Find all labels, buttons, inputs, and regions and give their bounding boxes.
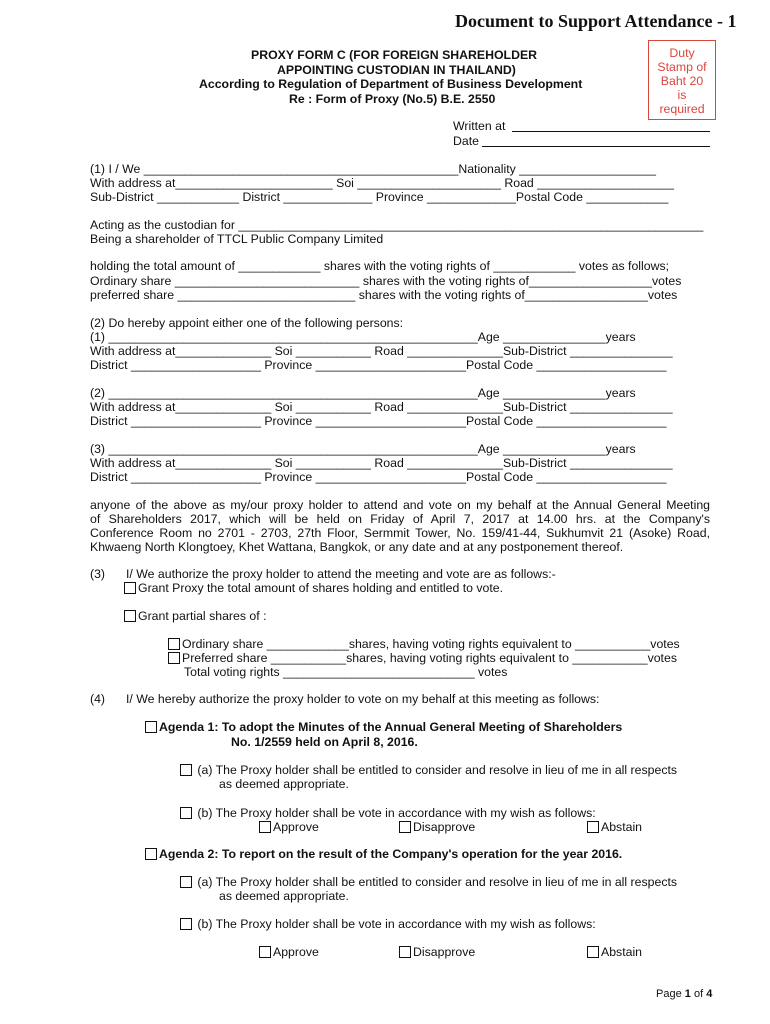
- holding-line[interactable]: holding the total amount of ____________ shares with the voting rights of ____________ votes as follows;: [90, 259, 670, 273]
- agenda1-title: Agenda 1: To adopt the Minutes of the Annual General Meeting of Shareholders: [159, 720, 623, 734]
- agenda2-option[interactable]: [145, 847, 622, 861]
- form-title-2: APPOINTING CUSTODIAN IN THAILAND): [277, 63, 516, 77]
- custodian-line[interactable]: Acting as the custodian for ____________________________________________________________________: [90, 218, 704, 232]
- abstain-checkbox[interactable]: [587, 821, 599, 833]
- proxy1-address-line[interactable]: With address at______________ Soi ___________ Road ______________Sub-District _______________: [90, 344, 673, 358]
- grant-partial-label: Grant partial shares of :: [138, 609, 267, 623]
- meeting-paragraph-line: anyone of the above as my/our proxy holder to attend and vote on my behalf at the Annual General Meeting: [90, 498, 710, 512]
- proxy3-name-line[interactable]: (3) ______________________________________________________Age _______________years: [90, 442, 636, 456]
- agenda1-title-cont: No. 1/2559 held on April 8, 2016.: [231, 735, 418, 749]
- approve-checkbox[interactable]: [259, 946, 271, 958]
- proxy2-district-line[interactable]: District ___________________ Province ______________________Postal Code ___________________: [90, 414, 667, 428]
- document-header: Document to Support Attendance - 1: [455, 11, 737, 31]
- date-label: Date: [453, 134, 479, 148]
- agenda1-option-b[interactable]: [180, 806, 596, 820]
- option-b-label: (b): [197, 917, 213, 931]
- approve-checkbox[interactable]: [259, 821, 271, 833]
- preferred-share-text[interactable]: Preferred share ___________shares, having voting rights equivalent to ___________votes: [182, 651, 677, 665]
- abstain-checkbox[interactable]: [587, 946, 599, 958]
- written-at-field[interactable]: [512, 131, 710, 132]
- grant-total-option[interactable]: [124, 581, 503, 595]
- form-title-4: Re : Form of Proxy (No.5) B.E. 2550: [289, 92, 496, 106]
- option-b-label: (b): [197, 806, 213, 820]
- option-b-text: The Proxy holder shall be vote in accordance with my wish as follows:: [215, 917, 596, 931]
- page-label: Page: [656, 988, 682, 1000]
- proxy1-name-line[interactable]: (1) ______________________________________________________Age _______________years: [90, 330, 636, 344]
- option-b-text: The Proxy holder shall be vote in accordance with my wish as follows:: [215, 806, 596, 820]
- section4-text: I/ We hereby authorize the proxy holder to vote on my behalf at this meeting as follows:: [126, 692, 600, 706]
- page-current: 1: [684, 988, 691, 1000]
- page-total: 4: [706, 988, 713, 1000]
- grant-partial-checkbox[interactable]: [124, 610, 136, 622]
- agenda1-checkbox[interactable]: [145, 721, 157, 733]
- section1-line2[interactable]: With address at_______________________ Soi _____________________ Road ____________________: [90, 176, 674, 190]
- agenda2-abstain[interactable]: [587, 945, 642, 959]
- proxy3-district-line[interactable]: District ___________________ Province ______________________Postal Code ___________________: [90, 470, 667, 484]
- proxy2-name-line[interactable]: (2) ______________________________________________________Age _______________years: [90, 386, 636, 400]
- agenda2-option-a[interactable]: [180, 875, 677, 889]
- ordinary-share-option[interactable]: [168, 637, 680, 651]
- disapprove-checkbox[interactable]: [399, 946, 411, 958]
- section1-line1[interactable]: (1) I / We ______________________________________________Nationality ____________________: [90, 162, 656, 176]
- date-field[interactable]: [482, 146, 710, 147]
- duty-stamp-box: [648, 40, 716, 120]
- ordinary-share-text[interactable]: Ordinary share ____________shares, having voting rights equivalent to ___________votes: [182, 637, 680, 651]
- meeting-paragraph-line: of Shareholders 2017, which will be held on Friday of April 7, 2017 at 14.00 hrs. at the Company's: [90, 512, 710, 526]
- option-a-text: The Proxy holder shall be entitled to consider and resolve in lieu of me in all respects: [215, 763, 678, 777]
- form-title-3: According to Regulation of Department of Business Development: [199, 77, 583, 91]
- section3-text: I/ We authorize the proxy holder to attend the meeting and vote are as follows:-: [126, 567, 556, 581]
- agenda2-approve[interactable]: [259, 945, 319, 959]
- stamp-line: is: [677, 88, 687, 102]
- section1-line3[interactable]: Sub-District ____________ District _____________ Province _____________Postal Code ____________: [90, 190, 669, 204]
- stamp-line: Baht 20: [660, 74, 704, 88]
- agenda2-a-checkbox[interactable]: [180, 876, 192, 888]
- written-at-label: Written at: [453, 119, 506, 133]
- agenda1-abstain[interactable]: [587, 820, 642, 834]
- agenda1-disapprove[interactable]: [399, 820, 475, 834]
- disapprove-label: Disapprove: [413, 820, 476, 834]
- agenda1-approve[interactable]: [259, 820, 319, 834]
- form-title-1: PROXY FORM C (FOR FOREIGN SHAREHOLDER: [251, 48, 538, 62]
- option-a-label: (a): [197, 875, 213, 889]
- stamp-line: required: [659, 102, 705, 116]
- proxy2-address-line[interactable]: With address at______________ Soi ___________ Road ______________Sub-District _______________: [90, 400, 673, 414]
- section4-number: (4): [90, 692, 106, 706]
- shareholder-line: Being a shareholder of TTCL Public Company Limited: [90, 232, 384, 246]
- approve-label: Approve: [273, 820, 319, 834]
- total-voting-rights-line[interactable]: Total voting rights ____________________________ votes: [184, 665, 508, 679]
- agenda1-option-a[interactable]: [180, 763, 677, 777]
- abstain-label: Abstain: [601, 945, 643, 959]
- agenda2-checkbox[interactable]: [145, 848, 157, 860]
- agenda2-b-checkbox[interactable]: [180, 918, 192, 930]
- preferred-share-line[interactable]: preferred share __________________________ shares with the voting rights of__________________votes: [90, 288, 678, 302]
- option-a-text-cont: as deemed appropriate.: [219, 889, 349, 903]
- disapprove-label: Disapprove: [413, 945, 476, 959]
- proxy1-district-line[interactable]: District ___________________ Province ______________________Postal Code ___________________: [90, 358, 667, 372]
- preferred-share-option[interactable]: [168, 651, 677, 665]
- section3-number: (3): [90, 567, 106, 581]
- meeting-paragraph-line: Conference Room no 2701 - 2703, 27th Floor, Sermmit Tower, No. 159/41-44, Sukhumvit 21 (Asoke) Road,: [90, 526, 710, 540]
- agenda2-title: Agenda 2: To report on the result of the Company's operation for the year 2016.: [159, 847, 623, 861]
- abstain-label: Abstain: [601, 820, 643, 834]
- page-number: [656, 987, 712, 1001]
- option-a-text: The Proxy holder shall be entitled to consider and resolve in lieu of me in all respects: [215, 875, 678, 889]
- ordinary-share-checkbox[interactable]: [168, 638, 180, 650]
- section2-intro: (2) Do hereby appoint either one of the following persons:: [90, 316, 404, 330]
- agenda2-option-b[interactable]: [180, 917, 596, 931]
- option-a-label: (a): [197, 763, 213, 777]
- grant-total-label: Grant Proxy the total amount of shares holding and entitled to vote.: [138, 581, 504, 595]
- grant-partial-option[interactable]: [124, 609, 267, 623]
- meeting-paragraph-line: Khwaeng North Klongtoey, Khet Wattana, Bangkok, or any date and at any postponement thereof.: [90, 540, 624, 554]
- ordinary-share-line[interactable]: Ordinary share ___________________________ shares with the voting rights of__________________votes: [90, 274, 682, 288]
- approve-label: Approve: [273, 945, 319, 959]
- agenda1-b-checkbox[interactable]: [180, 807, 192, 819]
- page-of: of: [693, 988, 704, 1000]
- proxy3-address-line[interactable]: With address at______________ Soi ___________ Road ______________Sub-District _______________: [90, 456, 673, 470]
- agenda2-disapprove[interactable]: [399, 945, 475, 959]
- agenda1-option[interactable]: [145, 720, 622, 734]
- preferred-share-checkbox[interactable]: [168, 652, 180, 664]
- agenda1-a-checkbox[interactable]: [180, 764, 192, 776]
- disapprove-checkbox[interactable]: [399, 821, 411, 833]
- option-a-text-cont: as deemed appropriate.: [219, 777, 349, 791]
- stamp-line: Duty: [669, 46, 695, 60]
- grant-total-checkbox[interactable]: [124, 582, 136, 594]
- stamp-line: Stamp of: [657, 60, 707, 74]
